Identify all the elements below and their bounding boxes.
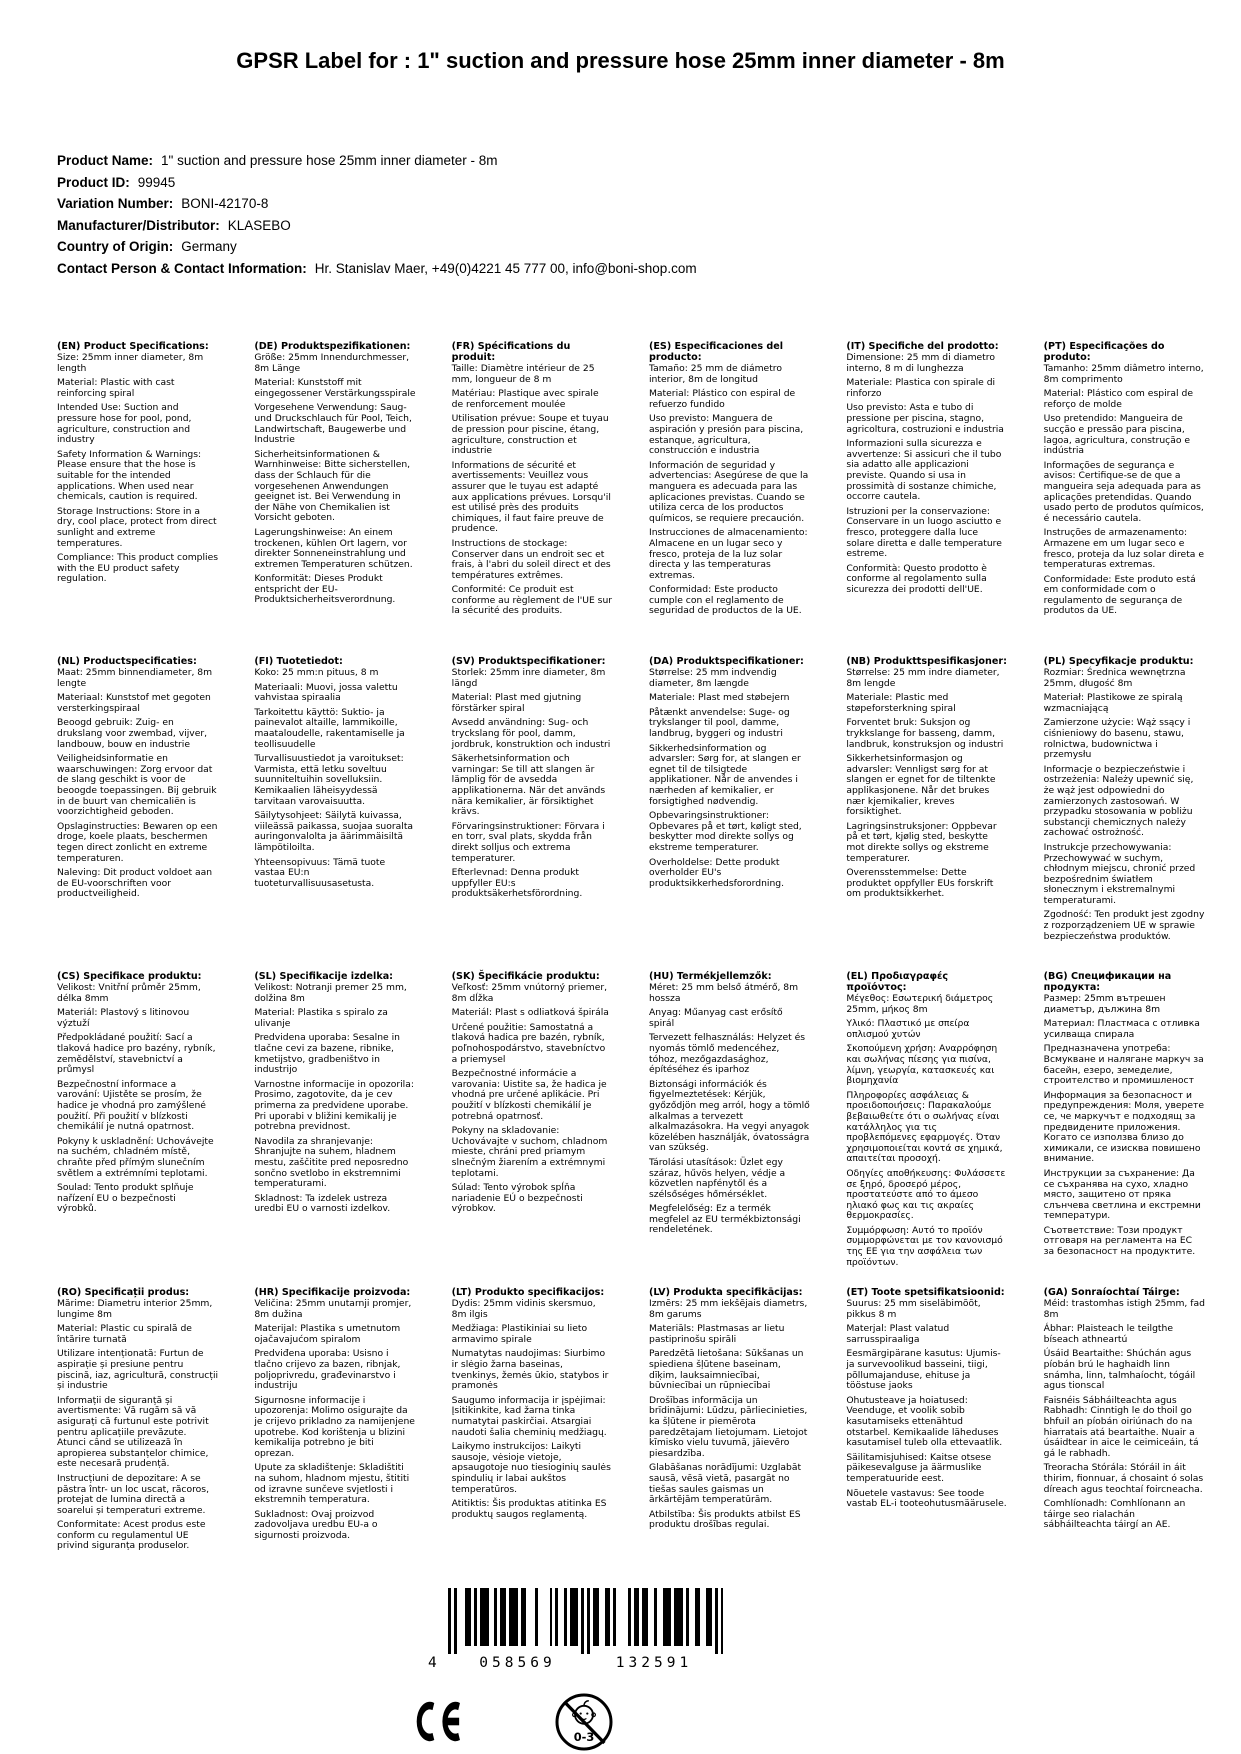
- product-info-row: [57, 215, 1184, 237]
- spec-paragraph: Informações de segurança e avisos: Certifique-se de que a mangueira seja adequada para as aplicações pretendidas. Quando usado perto de produtos químicos, é necessário cautela.: [1043, 459, 1204, 524]
- spec-paragraph: Zamierzone użycie: Wąż ssący i ciśnieniowy do basenu, stawu, rolnictwa, budownictwa i przemysłu: [1043, 717, 1191, 761]
- spec-paragraph: Pokyny k uskladnění: Uchovávejte na suchém, chladném místě, chraňte před přímým slunečním světlem a extrémními teplotami.: [57, 1135, 214, 1179]
- spec-block-ro: [57, 1287, 218, 1556]
- ce-mark-icon: [416, 1698, 472, 1749]
- spec-paragraph: Istruzioni per la conservazione: Conservare in un luogo asciutto e fresco, proteggere dalla luce solare diretta e dalle temperature estreme.: [846, 505, 1002, 560]
- spec-paragraph: Velikost: Notranji premer 25 mm, dolžina 8m: [254, 982, 407, 1004]
- barcode-bar: [500, 1588, 506, 1646]
- spec-paragraph: Beoogd gebruik: Zuig- en drukslang voor zwembad, vijver, landbouw, bouw en industrie: [57, 717, 208, 750]
- spec-paragraph: Säilytysohjeet: Säilytä kuivassa, viileässä paikassa, suojaa suoralta auringonvalolta ja äärimmäisiltä lämpötiloilta.: [254, 810, 414, 853]
- page-title: GPSR Label for : 1" suction and pressure hose 25mm inner diameter - 8m: [236, 48, 1005, 73]
- spec-paragraph: Sukladnost: Ovaj proizvod zadovoljava uredbu EU-a o sigurnosti proizvoda.: [254, 1508, 378, 1541]
- spec-paragraph: Maat: 25mm binnendiameter, 8m lengte: [57, 667, 213, 689]
- age-warning-0-3-icon: [554, 1692, 614, 1754]
- spec-paragraph: Comhlíonadh: Comhlíonann an táirge seo rialachán sábháilteachta táirgí an AE.: [1043, 1498, 1186, 1531]
- spec-paragraph: Overholdelse: Dette produkt overholder EU's produktsikkerhedsforordning.: [648, 856, 785, 889]
- product-info-label: Contact Person & Contact Information:: [57, 260, 307, 276]
- barcode-bar: [715, 1588, 718, 1654]
- spec-block-nl: [57, 656, 218, 904]
- spec-paragraph: Uso previsto: Asta e tubo di pressione per piscina, stagno, agricoltura, costruzioni e industria: [846, 402, 1004, 435]
- spec-paragraph: Anyag: Műanyag cast erősítő spirál: [648, 1007, 783, 1029]
- spec-paragraph: Soulad: Tento produkt splňuje nařízení EU o bezpečnosti výrobků.: [57, 1182, 194, 1215]
- spec-paragraph: Yhteensopivuus: Tämä tuote vastaa EU:n tuoteturvallisuusasetusta.: [254, 856, 386, 889]
- spec-paragraph: Bezpečnostní informace a varování: Ujistěte se prosím, že hadice je vhodná pro zamýšlené použití. Při použití v blízkosti chemikálií je nutná opatrnost.: [57, 1078, 206, 1133]
- barcode-bar: [663, 1588, 672, 1646]
- spec-paragraph: Material: Plastic cu spirală de întărire turnată: [57, 1323, 192, 1345]
- spec-block-de: [254, 341, 415, 610]
- spec-paragraph: Izmērs: 25 mm iekšējais diametrs, 8m garums: [648, 1298, 808, 1320]
- barcode-bar: [570, 1588, 579, 1646]
- spec-paragraph: Informacje o bezpieczeństwie i ostrzeżenia: Należy upewnić się, że wąż jest odpowiedni do zamierzonych zastosowań. W przypadku stosowania w pobliżu substancji chemicznych należy zachować ostrożność.: [1043, 763, 1194, 839]
- spec-paragraph: Atbilstība: Šis produkts atbilst ES produktu drošības regulai.: [648, 1508, 801, 1531]
- spec-heading-ro: (RO) Specificații produs:: [57, 1287, 190, 1298]
- spec-paragraph: Instruções de armazenamento: Armazene em um lugar seco e fresco, proteja da luz solar direta e temperaturas extremas.: [1043, 527, 1205, 571]
- spec-heading-it: (IT) Specifiche del prodotto:: [846, 341, 999, 352]
- spec-heading-de: (DE) Produktspezifikationen:: [254, 341, 411, 352]
- spec-heading-es: (ES) Especificaciones del producto:: [648, 341, 784, 363]
- spec-heading-sl: (SL) Specifikacije izdelka:: [254, 971, 394, 982]
- barcode-bar: [581, 1588, 584, 1654]
- barcode-bar: [605, 1588, 611, 1646]
- spec-heading-et: (ET) Toote spetsifikatsioonid:: [846, 1287, 1005, 1298]
- spec-block-pl: [1044, 656, 1205, 946]
- barcode-bars: [448, 1588, 724, 1654]
- barcode-bar: [564, 1588, 567, 1646]
- spec-heading-hr: (HR) Specifikacije proizvoda:: [254, 1287, 411, 1298]
- spec-block-hu: [649, 971, 810, 1240]
- spec-paragraph: Предназначена употреба: Всмукване и налягане маркуч за басейн, езеро, земеделие, строителство и промишленост: [1043, 1043, 1204, 1087]
- spec-paragraph: Size: 25mm inner diameter, 8m length: [57, 352, 204, 374]
- barcode-bar: [509, 1588, 518, 1646]
- spec-block-cs: [57, 971, 218, 1219]
- spec-paragraph: Turvallisuustiedot ja varoitukset: Varmista, että letku soveltuu suunniteltuihin sovelluksiin. Kemikaalien läheisyydessä tarvitaan varovaisuutta.: [254, 753, 404, 807]
- spec-paragraph: Storage Instructions: Store in a dry, cool place, protect from direct sunlight and extreme temperatures.: [57, 505, 217, 549]
- spec-paragraph: Mărime: Diametru interior 25mm, lungime 8m: [57, 1298, 213, 1320]
- product-info-value: 99945: [137, 174, 176, 190]
- spec-paragraph: Conformidade: Este produto está em conformidade com o regulamento de segurança de produtos da UE.: [1043, 573, 1196, 617]
- barcode-bar: [721, 1588, 724, 1654]
- spec-paragraph: Avsedd användning: Sug- och tryckslang för pool, damm, jordbruk, konstruktion och industri: [451, 717, 611, 750]
- age-warning-label: 0-3: [573, 1730, 595, 1745]
- spec-paragraph: Materiál: Plastový s litinovou výztuží: [57, 1007, 190, 1029]
- spec-block-it: [846, 341, 1007, 599]
- barcode-bar: [613, 1588, 616, 1646]
- spec-paragraph: Intended Use: Suction and pressure hose for pool, pond, agriculture, construction and industry: [57, 402, 192, 446]
- spec-heading-da: (DA) Produktspecifikationer:: [648, 656, 804, 667]
- spec-heading-el: (EL) Προδιαγραφές προϊόντος:: [846, 971, 949, 993]
- spec-paragraph: Material: Plastika s spiralo za ulivanje: [254, 1007, 388, 1029]
- spec-heading-sv: (SV) Produktspecifikationer:: [451, 656, 606, 667]
- spec-paragraph: Materiāls: Plastmasas ar lietu pastiprinošu spirāli: [648, 1323, 785, 1345]
- spec-paragraph: Sikkerhedsinformation og advarsler: Sørg for, at slangen er egnet til de tilsigtede applikationer. Når de anvendes i nærheden af kemikalier, er forsigtighed nødvendig.: [648, 742, 801, 807]
- spec-paragraph: Tamanho: 25mm diâmetro interno, 8m comprimento: [1043, 363, 1204, 385]
- product-info-row: [57, 172, 1184, 194]
- spec-paragraph: Nõuetele vastavus: See toode vastab EL-i tooteohutusmäärusele.: [846, 1487, 1007, 1510]
- spec-paragraph: Conformidad: Este producto cumple con el reglamento de seguridad de productos de la UE.: [648, 584, 802, 617]
- barcode-right-group: 132591: [615, 1655, 693, 1671]
- spec-block-nb: [846, 656, 1007, 904]
- spec-paragraph: Paredzētā lietošana: Sūkšanas un spiediena šļūtene baseinam, dīķim, lauksaimniecībai, būvniecībai un rūpniecībai: [648, 1348, 804, 1392]
- product-info: [57, 150, 1184, 279]
- spec-paragraph: Koko: 25 mm:n pituus, 8 m: [254, 667, 379, 678]
- spec-paragraph: Uso previsto: Manguera de aspiración y presión para piscina, estanque, agricultura, construcción e industria: [648, 413, 804, 457]
- spec-paragraph: Safety Information & Warnings: Please ensure that the hose is suitable for the intended applications. When used near chemicals, caution is required.: [57, 448, 202, 503]
- product-info-label: Manufacturer/Distributor:: [57, 217, 220, 233]
- product-info-label: Country of Origin:: [57, 239, 174, 254]
- spec-paragraph: Úsáid Beartaithe: Shúchán agus píobán brú le haghaidh linn snámha, linn, talmhaíocht, tógáil agus tionscal: [1043, 1348, 1196, 1392]
- spec-paragraph: Materiale: Plastica con spirale di rinforzo: [846, 377, 996, 399]
- spec-paragraph: Съответствие: Този продукт отговаря на регламента на ЕС за безопасност на продуктите.: [1043, 1224, 1196, 1258]
- spec-paragraph: Σκοπούμενη χρήση: Αναρρόφηση και σωλήνας πίεσης για πισίνα, λίμνη, γεωργία, κατασκευές και βιομηχανία: [846, 1043, 998, 1087]
- spec-heading-sk: (SK) Špecifikácie produktu:: [451, 971, 600, 982]
- spec-paragraph: Υλικό: Πλαστικό με σπείρα οπλισμού χυτών: [846, 1018, 970, 1040]
- spec-paragraph: Navodila za shranjevanje: Shranjujte na suhem, hladnem mestu, zaščitite pred neposredno sončno svetlobo in ekstremnimi temperaturami.: [254, 1135, 409, 1190]
- spec-heading-nb: (NB) Produkttspesifikasjoner:: [846, 656, 1007, 667]
- specs-grid: [57, 341, 1205, 1556]
- spec-paragraph: Sigurnosne informacije i upozorenja: Molimo osigurajte da je crijevo prikladno za namijenjene upotrebe. Kod korištenja u blizini kemikalija potrebno je biti oprezan.: [254, 1394, 415, 1459]
- spec-paragraph: Utilisation prévue: Soupe et tuyau de pression pour piscine, étang, agriculture, construction et industrie: [451, 413, 609, 457]
- spec-paragraph: Conformitate: Acest produs este conform cu regulamentul UE privind siguranța produselor.: [57, 1519, 206, 1552]
- spec-paragraph: Μέγεθος: Εσωτερική διάμετρος 25mm, μήκος 8m: [846, 993, 994, 1015]
- spec-block-es: [649, 341, 810, 621]
- barcode: [428, 1588, 724, 1673]
- spec-heading-fr: (FR) Spécifications du produit:: [451, 341, 571, 363]
- spec-block-fi: [254, 656, 415, 893]
- product-info-value: 1" suction and pressure hose 25mm inner diameter - 8m: [161, 153, 498, 168]
- spec-paragraph: Súlad: Tento výrobok spĺňa nariadenie EÚ o bezpečnosti výrobkov.: [451, 1182, 583, 1215]
- spec-paragraph: Material: Plástico con espiral de refuerzo fundido: [648, 388, 796, 410]
- spec-paragraph: Påtænkt anvendelse: Suge- og trykslanger til pool, damme, landbrug, byggeri og industri: [648, 706, 790, 739]
- barcode-bar: [654, 1588, 657, 1646]
- spec-paragraph: Инструкции за съхранение: Да се съхранява на сухо, хладно място, защитено от пряка слънчева светлина и екстремни температури.: [1043, 1167, 1201, 1222]
- spec-paragraph: Informazioni sulla sicurezza e avvertenze: Si assicuri che il tubo sia adatto alle applicazioni previste. Quando si usa in prossimità di sostanze chimiche, occorre cautela.: [846, 438, 1002, 503]
- spec-paragraph: Größe: 25mm Innendurchmesser, 8m Länge: [254, 352, 410, 374]
- product-info-label: Product Name:: [57, 153, 154, 168]
- barcode-bar: [706, 1588, 712, 1646]
- spec-paragraph: Materiaali: Muovi, jossa valettu vahvistaa spiraalia: [254, 681, 398, 704]
- barcode-bar: [587, 1588, 590, 1654]
- spec-paragraph: Tamaño: 25 mm de diámetro interior, 8m de longitud: [648, 363, 782, 385]
- spec-paragraph: Materiale: Plastic med støpeforsterkning spiral: [846, 692, 956, 714]
- spec-heading-lt: (LT) Produkto specifikacijos:: [451, 1287, 605, 1298]
- spec-heading-nl: (NL) Productspecificaties:: [57, 656, 197, 667]
- spec-paragraph: Overensstemmelse: Dette produktet oppfyller EUs forskrift om produktsikkerhet.: [846, 867, 994, 900]
- product-info-label: Variation Number:: [57, 196, 174, 211]
- spec-paragraph: Eesmärgipärane kasutus: Ujumis- ja survevoolikud basseini, tiigi, põllumajanduse, ehituse ja tööstuse jaoks: [846, 1348, 1001, 1392]
- barcode-bar: [494, 1588, 497, 1646]
- barcode-first-digit: 4: [428, 1655, 437, 1671]
- spec-paragraph: Určené použitie: Samostatná a tlaková hadica pre bazén, rybník, poľnohospodárstvo, stavebníctvo a priemysel: [451, 1021, 606, 1065]
- barcode-bar: [480, 1588, 489, 1646]
- spec-paragraph: Materijal: Plastika s umetnutom ojačavajućom spiralom: [254, 1323, 401, 1345]
- barcode-bar: [535, 1588, 538, 1646]
- product-info-value: Hr. Stanislav Maer, +49(0)4221 45 777 00, info@boni-shop.com: [314, 260, 697, 276]
- barcode-bar: [634, 1588, 640, 1646]
- spec-paragraph: Medžiaga: Plastikiniai su lieto armavimo spirale: [451, 1323, 588, 1345]
- spec-paragraph: Pokyny na skladovanie: Uchovávajte v suchom, chladnom mieste, chráni pred priamym slnečným žiarením a extrémnymi teplotami.: [451, 1125, 608, 1179]
- spec-paragraph: Veličina: 25mm unutarnji promjer, 8m dužina: [254, 1298, 412, 1320]
- spec-paragraph: Numatytas naudojimas: Siurbimo ir slėgio žarna baseinas, tvenkinys, žemės ūkio, statybos ir pramonės: [451, 1348, 609, 1392]
- spec-paragraph: Förvaringsinstruktioner: Förvara i en torr, sval plats, skydda från direkt solljus och extrema temperaturer.: [451, 820, 605, 864]
- spec-paragraph: Størrelse: 25 mm indre diameter, 8m lengde: [846, 667, 1000, 689]
- spec-block-ga: [1044, 1287, 1205, 1535]
- barcode-bar: [593, 1588, 599, 1646]
- spec-paragraph: Информация за безопасност и предупреждения: Моля, уверете се, че маркучът е подходящ за предвидените приложения. Когато се използва близо до химикали, се изисква повишено внимание.: [1043, 1089, 1205, 1165]
- spec-heading-fi: (FI) Tuotetiedot:: [254, 656, 343, 667]
- barcode-digits: [428, 1655, 724, 1673]
- spec-paragraph: Instrucciones de almacenamiento: Almacene en un lugar seco y fresco, proteja de la luz solar directa y las temperaturas extremas.: [648, 527, 808, 581]
- spec-paragraph: Material: Plast med gjutning förstärker spiral: [451, 692, 582, 714]
- barcode-bar: [550, 1588, 553, 1646]
- spec-paragraph: Bezpečnostné informácie a varovania: Uistite sa, že hadica je vhodná pre určené aplikácie. Pri použití v blízkosti chemikálií je potrebná opatrnosť.: [451, 1068, 607, 1122]
- spec-paragraph: Konformität: Dieses Produkt entspricht der EU-Produktsicherheitsverordnung.: [254, 573, 396, 606]
- spec-heading-lv: (LV) Produkta specifikācijas:: [648, 1287, 803, 1298]
- spec-paragraph: Matériau: Plastique avec spirale de renforcement moulée: [451, 388, 599, 410]
- spec-heading-hu: (HU) Termékjellemzők:: [648, 971, 772, 982]
- spec-paragraph: Upute za skladištenje: Skladištiti na suhom, hladnom mjestu, štititi od izravne sunčeve svjetlosti i ekstremnih temperatura.: [254, 1462, 410, 1506]
- spec-paragraph: Velikost: Vnitřní průměr 25mm, délka 8mm: [57, 982, 201, 1004]
- spec-paragraph: Laikymo instrukcijos: Laikyti sausoje, vėsioje vietoje, apsaugotoje nuo tiesioginių saulės spindulių ir labai aukštos temperatūros.: [451, 1441, 611, 1495]
- spec-block-sv: [452, 656, 613, 904]
- spec-paragraph: Megfelelőség: Ez a termék megfelel az EU termékbiztonsági rendeletének.: [648, 1203, 801, 1236]
- spec-paragraph: Glabāšanas norādījumi: Uzglabāt sausā, vēsā vietā, pasargāt no tiešas saules gaismas un ārkārtējām temperatūrām.: [648, 1462, 802, 1506]
- barcode-bar: [555, 1588, 558, 1646]
- spec-heading-ga: (GA) Sonraíochtaí Táirge:: [1043, 1287, 1180, 1298]
- spec-block-da: [649, 656, 810, 893]
- product-info-row: [57, 236, 1184, 258]
- spec-paragraph: Materiál: Plast s odliatková špirála: [451, 1007, 609, 1019]
- spec-heading-en: (EN) Product Specifications:: [57, 341, 209, 352]
- spec-paragraph: Předpokládané použití: Sací a tlaková hadice pro bazény, rybník, zemědělství, stavebnictví a průmysl: [57, 1032, 216, 1076]
- barcode-bar: [674, 1588, 683, 1646]
- spec-paragraph: Materjal: Plast valatud sarrusspiraaliga: [846, 1323, 950, 1345]
- spec-paragraph: Varnostne informacije in opozorila: Prosimo, zagotovite, da je cev primerna za predvidene uporabe. Pri uporabi v bližini kemikalij je potrebna previdnost.: [254, 1078, 414, 1133]
- spec-paragraph: Forventet bruk: Suksjon og trykkslange for basseng, damm, landbruk, konstruksjon og industri: [846, 717, 1004, 750]
- barcode-bar: [454, 1588, 457, 1654]
- spec-paragraph: Материал: Пластмаса с отливка усилваща спирала: [1043, 1018, 1200, 1040]
- spec-paragraph: Materiał: Plastikowe ze spiralą wzmacniającą: [1043, 692, 1183, 714]
- spec-paragraph: Conformité: Ce produit est conforme au règlement de l'UE sur la sécurité des produits.: [451, 584, 613, 617]
- spec-paragraph: Instrukcje przechowywania: Przechowywać w suchym, chłodnym miejscu, chronić przed bezpośrednim światłem słonecznym i ekstremalnymi temperaturami.: [1043, 841, 1196, 906]
- barcode-bar: [448, 1588, 451, 1654]
- spec-paragraph: Suurus: 25 mm siseläbimõõt, pikkus 8 m: [846, 1298, 981, 1320]
- spec-paragraph: Atitiktis: Šis produktas atitinka ES produktų saugos reglamentą.: [451, 1498, 607, 1520]
- spec-paragraph: Méret: 25 mm belső átmérő, 8m hossza: [648, 982, 799, 1004]
- spec-paragraph: Οδηγίες αποθήκευσης: Φυλάσσετε σε ξηρό, δροσερό μέρος, προστατεύστε από το άμεσο ηλιακό φως και τις ακραίες θερμοκρασίες.: [846, 1167, 1006, 1222]
- product-info-label: Product ID:: [57, 174, 130, 190]
- product-info-row: [57, 193, 1184, 215]
- spec-block-pt: [1044, 341, 1205, 621]
- barcode-bar: [686, 1588, 689, 1646]
- product-info-row: [57, 150, 1184, 172]
- spec-block-hr: [254, 1287, 415, 1545]
- product-info-value: Germany: [181, 239, 237, 254]
- spec-paragraph: Lagringsinstruksjoner: Oppbevar på et tørt, kjølig sted, beskytte mot direkte sollys og ekstreme temperaturer.: [846, 820, 997, 864]
- barcode-bar: [474, 1588, 477, 1646]
- spec-paragraph: Lagerungshinweise: An einem trockenen, kühlen Ort lagern, vor direkter Sonneneinstrahlung und extremen Temperaturen schützen.: [254, 526, 413, 570]
- spec-paragraph: Säilitamisjuhised: Kaitse otsese päikesevalguse ja äärmuslike temperatuuride eest.: [846, 1451, 992, 1484]
- spec-paragraph: Размер: 25mm вътрешен диаметър, дължина 8m: [1043, 993, 1166, 1015]
- spec-paragraph: Sikkerhetsinformasjon og advarsler: Vennligst sørg for at slangen er egnet for de tiltenkte applikasjonene. Når det brukes nær kjemikalier, kreves forsiktighet.: [846, 753, 996, 818]
- spec-paragraph: Ohutusteave ja hoiatused: Veenduge, et voolik sobib kasutamiseks ettenähtud otstarbel. Kemikaalide läheduses kasutamisel tuleb olla ettevaatlik.: [846, 1394, 1003, 1449]
- spec-paragraph: Informations de sécurité et avertissements: Veuillez vous assurer que le tuyau est adapté aux applications prévues. Lorsqu'il est utilisé près des produits chimiques, il faut faire preuve de prudence.: [451, 459, 611, 535]
- spec-paragraph: Compliance: This product complies with the EU product safety regulation.: [57, 552, 219, 585]
- spec-paragraph: Skladnost: Ta izdelek ustreza uredbi EU o varnosti izdelkov.: [254, 1192, 391, 1215]
- spec-block-lt: [452, 1287, 613, 1524]
- product-info-value: BONI-42170-8: [181, 196, 269, 211]
- barcode-bar: [628, 1588, 631, 1646]
- spec-paragraph: Συμμόρφωση: Αυτό το προϊόν συμμορφώνεται με τον κανονισμό της ΕΕ για την ασφάλεια των προϊόντων.: [846, 1224, 1003, 1268]
- spec-paragraph: Predviđena uporaba: Usisno i tlačno crijevo za bazen, ribnjak, poljoprivredu, građevinarstvo i industriju: [254, 1348, 401, 1392]
- spec-paragraph: Dimensione: 25 mm di diametro interno, 8 m di lunghezza: [846, 352, 995, 374]
- spec-paragraph: Uso pretendido: Mangueira de sucção e pressão para piscina, lagoa, agricultura, construção e indústria: [1043, 413, 1191, 457]
- spec-paragraph: Veľkosť: 25mm vnútorný priemer, 8m dĺžka: [451, 982, 608, 1004]
- spec-paragraph: Instrucțiuni de depozitare: A se păstra într- un loc uscat, răcoros, protejat de lumina directă a soarelui și temperaturi extreme.: [57, 1472, 210, 1516]
- spec-block-lv: [649, 1287, 810, 1535]
- spec-heading-bg: (BG) Спецификации на продукта:: [1043, 971, 1172, 993]
- spec-paragraph: Efterlevnad: Denna produkt uppfyller EU:s produktsäkerhetsförordning.: [451, 867, 583, 900]
- spec-paragraph: Tarkoitettu käyttö: Suktio- ja painevalot altaille, lammikoille, maataloudelle, rakentamiselle ja teollisuudelle: [254, 706, 405, 750]
- barcode-left-group: 058569: [479, 1655, 556, 1671]
- spec-paragraph: Zgodność: Ten produkt jest zgodny z rozporządzeniem UE w sprawie bezpieczeństwa produktów.: [1043, 909, 1205, 942]
- spec-paragraph: Instructions de stockage: Conserver dans un endroit sec et frais, à l'abri du soleil direct et des températures extrêmes.: [451, 537, 611, 581]
- spec-paragraph: Informații de siguranță și avertismente: Vă rugăm să vă asigurați că furtunul este potrivit pentru aplicațiile prevăzute. Atunci când se utilizează în apropierea substanțelor chimice, este necesară prudență.: [57, 1394, 209, 1470]
- spec-paragraph: Vorgesehene Verwendung: Saug- und Druckschlauch für Pool, Teich, Landwirtschaft, Baugewerbe und Industrie: [254, 402, 412, 446]
- product-info-value: KLASEBO: [227, 217, 291, 233]
- product-info-row: [57, 258, 1184, 280]
- barcode-bar: [465, 1588, 471, 1646]
- spec-paragraph: Drošības informācija un brīdinājumi: Lūdzu, pārliecinieties, ka šļūtene ir piemērota paredzētajam lietojumam. Lietojot kīmisko vielu tuvumā, jāievēro piesardzība.: [648, 1394, 808, 1459]
- barcode-bar: [642, 1588, 648, 1646]
- spec-paragraph: Taille: Diamètre intérieur de 25 mm, longueur de 8 m: [451, 363, 595, 385]
- barcode-bar: [521, 1588, 527, 1646]
- spec-block-en: [57, 341, 218, 589]
- spec-paragraph: Πληροφορίες ασφάλειας & προειδοποιήσεις: Παρακαλούμε βεβαιωθείτε ότι ο σωλήνας είναι κατάλληλος για τις προβλεπόμενες εφαρμογές. Όταν χρησιμοποιείται κοντά σε χημικά, απαιτείται προσοχή.: [846, 1089, 1003, 1165]
- spec-paragraph: Rozmiar: Średnica wewnętrzna 25mm, długość 8m: [1043, 667, 1186, 689]
- spec-paragraph: Material: Plastic with cast reinforcing spiral: [57, 377, 175, 399]
- spec-paragraph: Säkerhetsinformation och varningar: Se till att slangen är lämplig för de avsedda applikationerna. När det används nära kemikalier, är försiktighet krävs.: [451, 753, 606, 818]
- spec-heading-pl: (PL) Specyfikacje produktu:: [1043, 656, 1194, 667]
- spec-paragraph: Conformità: Questo prodotto è conforme al regolamento sulla sicurezza dei prodotti dell'UE.: [846, 562, 987, 595]
- spec-paragraph: Naleving: Dit product voldoet aan de EU-voorschriften voor productveiligheid.: [57, 867, 213, 900]
- spec-paragraph: Tervezett felhasználás: Helyzet és nyomás tömlő medencéhez, tóhoz, mezőgazdasághoz, építéséhez és iparhoz: [648, 1032, 806, 1076]
- spec-paragraph: Biztonsági információk és figyelmeztetések: Kérjük, győződjön meg arról, hogy a tömlő alkalmas a tervezett alkalmazásokra. Ha vegyi anyagok közelében használják, óvatosságra van szükség.: [648, 1078, 810, 1154]
- spec-paragraph: Veiligheidsinformatie en waarschuwingen: Zorg ervoor dat de slang geschikt is voor de beoogde toepassingen. Bij gebruik in de buurt van chemicaliën is voorzichtigheid geboden.: [57, 753, 217, 818]
- spec-paragraph: Materiaal: Kunststof met gegoten versterkingspiraal: [57, 692, 211, 714]
- spec-paragraph: Treoracha Stórála: Stóráil in áit thirim, fionnuar, á chosaint ó solas díreach agus teochtaí foircneacha.: [1043, 1462, 1204, 1495]
- spec-paragraph: Material: Plástico com espiral de reforço de molde: [1043, 388, 1193, 410]
- spec-paragraph: Opbevaringsinstruktioner: Opbevares på et tørt, køligt sted, beskytter mod direkte sollys og ekstreme temperaturer.: [648, 810, 802, 853]
- spec-heading-pt: (PT) Especificações do produto:: [1043, 341, 1165, 363]
- barcode-bar: [695, 1588, 701, 1646]
- spec-paragraph: Faisnéis Sábháilteachta agus Rabhadh: Cinntigh le do thoil go bhfuil an píobán oiriúnach do na hiarratais atá beartaithe. Nuair a úsáidtear in aice le ceimiceáin, tá gá le rabhadh.: [1043, 1394, 1199, 1459]
- spec-paragraph: Ábhar: Plaisteach le teilgthe bíseach athneartú: [1043, 1323, 1173, 1345]
- spec-block-el: [846, 971, 1007, 1272]
- spec-block-bg: [1044, 971, 1205, 1262]
- spec-block-et: [846, 1287, 1007, 1514]
- spec-paragraph: Størrelse: 25 mm indvendig diameter, 8m længde: [648, 667, 777, 689]
- spec-paragraph: Material: Kunststoff mit eingegossener Verstärkungsspirale: [254, 377, 416, 399]
- spec-block-fr: [452, 341, 613, 621]
- spec-paragraph: Materiale: Plast med støbejern: [648, 692, 790, 704]
- spec-paragraph: Utilizare intenționată: Furtun de aspirație și presiune pentru piscină, iaz, agricultură, construcții și industrie: [57, 1348, 219, 1392]
- spec-paragraph: Saugumo informacija ir įspėjimai: Įsitikinkite, kad žarna tinka numatytai paskirčiai. Atsargiai naudoti šalia cheminių medžiagų.: [451, 1394, 607, 1438]
- spec-paragraph: Dydis: 25mm vidinis skersmuo, 8m ilgis: [451, 1298, 596, 1320]
- spec-paragraph: Méid: trastomhas istigh 25mm, fad 8m: [1043, 1298, 1205, 1320]
- spec-paragraph: Sicherheitsinformationen & Warnhinweise: Bitte sicherstellen, dass der Schlauch für die vorgesehenen Anwendungen geeignet ist. Bei Verwendung in der Nähe von Chemikalien ist Vorsicht geboten.: [254, 448, 411, 524]
- spec-heading-cs: (CS) Specifikace produktu:: [57, 971, 202, 982]
- spec-paragraph: Predvidena uporaba: Sesalne in tlačne cevi za bazene, ribnike, kmetijstvo, gradbeništvo in industrijo: [254, 1032, 400, 1076]
- spec-paragraph: Tárolási utasítások: Üzlet egy száraz, hűvös helyen, védje a közvetlen napfénytől és a szélsőséges hőmérséklet.: [648, 1156, 786, 1200]
- spec-block-sl: [254, 971, 415, 1219]
- spec-block-sk: [452, 971, 613, 1219]
- spec-paragraph: Storlek: 25mm inre diameter, 8m längd: [451, 667, 606, 689]
- spec-paragraph: Opslaginstructies: Bewaren op een droge, koele plaats, beschermen tegen direct zonlicht en extreme temperaturen.: [57, 820, 218, 864]
- spec-paragraph: Información de seguridad y advertencias: Asegúrese de que la manguera es adecuada para las aplicaciones previstas. Cuando se utiliza cerca de los productos químicos, se requiere precaución.: [648, 459, 809, 524]
